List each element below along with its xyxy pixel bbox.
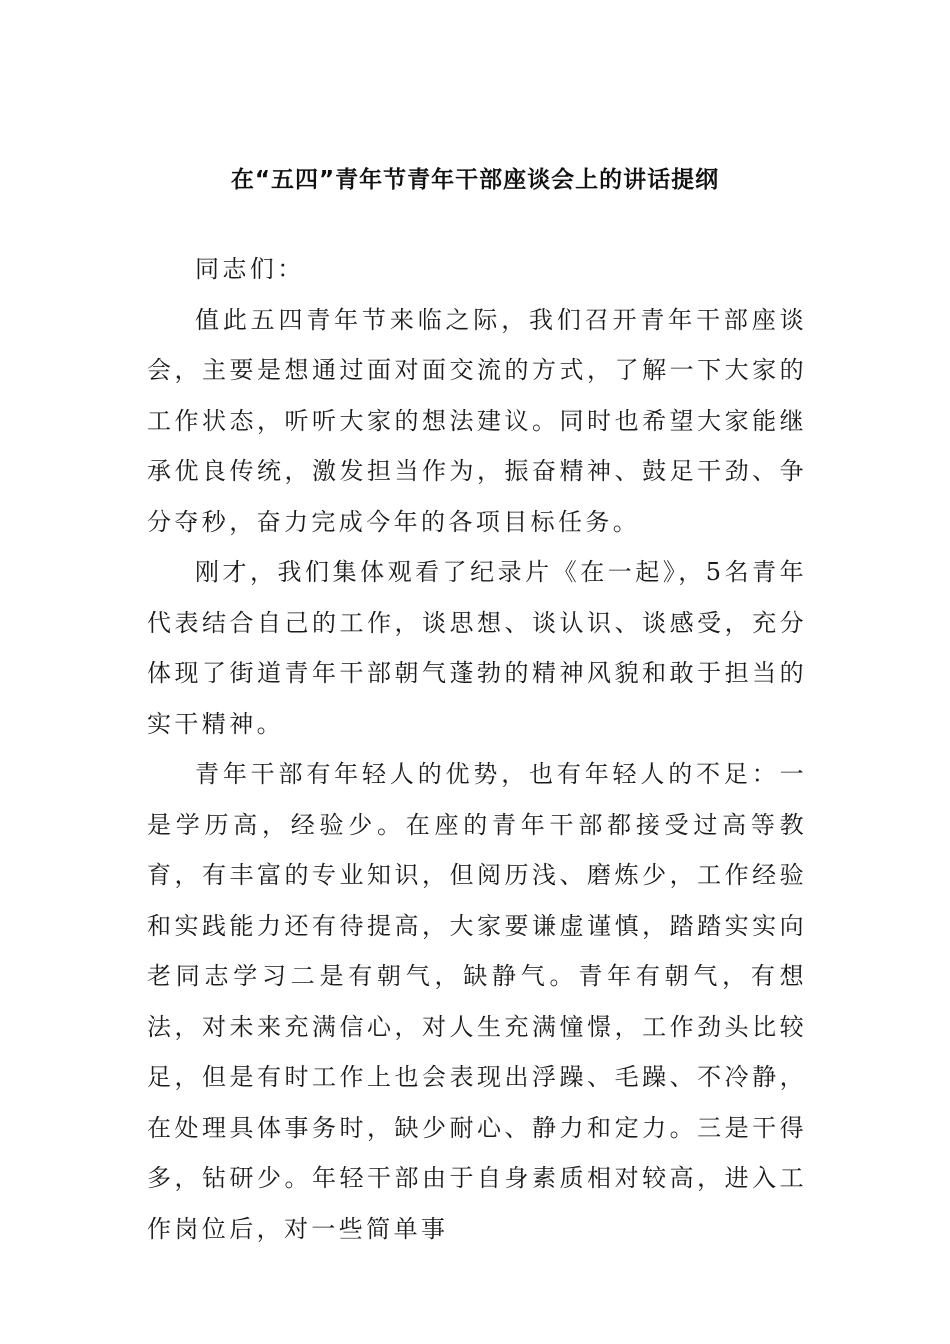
body-paragraph: 刚才，我们集体观看了纪录片《在一起》，5名青年代表结合自己的工作，谈思想、谈认识、谈感受，充分体现了街道青年干部朝气蓬勃的精神风貌和敢于担当的实干精神。	[147, 558, 807, 738]
body-paragraph: 值此五四青年节来临之际，我们召开青年干部座谈会，主要是想通过面对面交流的方式，了解一下大家的工作状态，听听大家的想法建议。同时也希望大家能继承优良传统，激发担当作为，振奋精神、鼓足干劲、争分夺秒，奋力完成今年的各项目标任务。	[147, 305, 807, 536]
document-body	[147, 244, 807, 1254]
salutation-paragraph: 同志们：	[195, 255, 305, 283]
body-paragraph: 青年干部有年轻人的优势，也有年轻人的不足：一是学历高，经验少。在座的青年干部都接受过高等教育，有丰富的专业知识，但阅历浅、磨炼少，工作经验和实践能力还有待提高，大家要谦虚谨慎，踏踏实实向老同志学习二是有朝气，缺静气。青年有朝气，有想法，对未来充满信心，对人生充满憧憬，工作劲头比较足，但是有时工作上也会表现出浮躁、毛躁、不冷静，在处理具体事务时，缺少耐心、静力和定力。三是干得多，钻研少。年轻干部由于自身素质相对较高，进入工作岗位后，对一些简单事	[147, 760, 807, 1243]
document-title: 在“五四”青年节青年干部座谈会上的讲话提纲	[230, 167, 720, 193]
